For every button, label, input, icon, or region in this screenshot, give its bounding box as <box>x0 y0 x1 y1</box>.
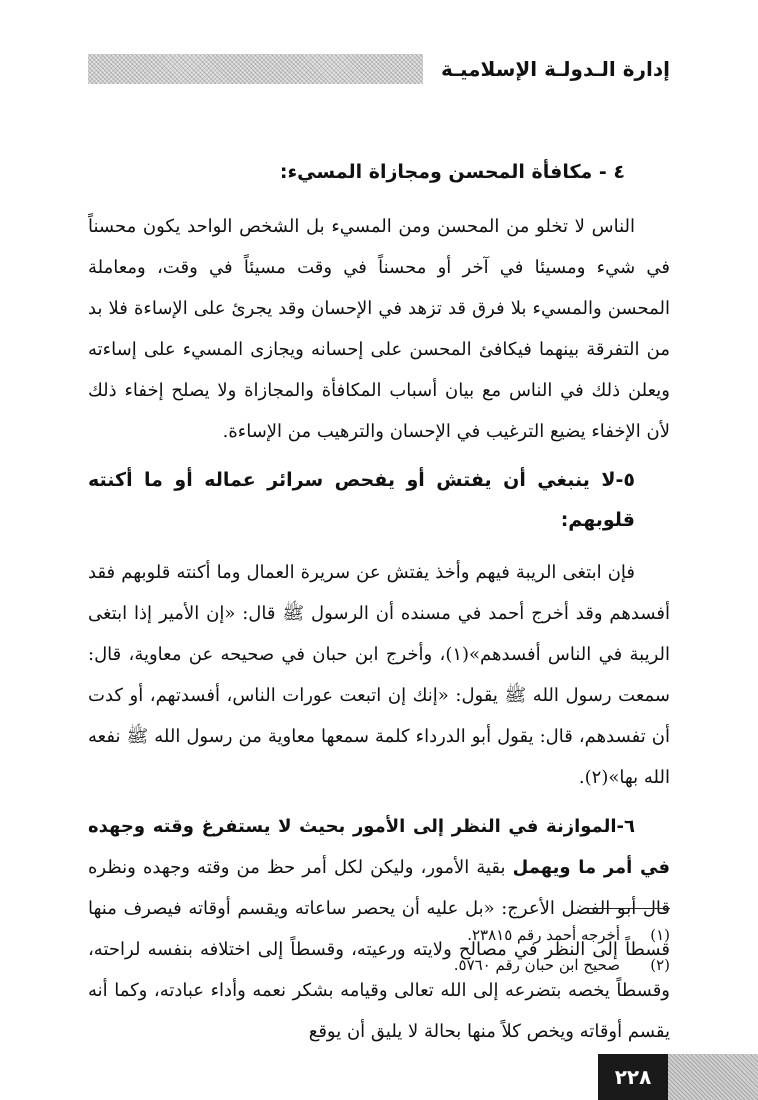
page-number: ٢٢٨ <box>598 1054 668 1100</box>
section-heading-4: ٤ - مكافأة المحسن ومجازاة المسيء: <box>279 161 625 183</box>
footer-decorative-band <box>668 1054 758 1100</box>
section-heading-6: ٦-الموازنة في النظر إلى الأمور بحيث لا يستفرغ وقته وجهده في أمر ما ويهمل <box>88 816 670 878</box>
paragraph-balance-text: بقية الأمور، وليكن لكل أمر حظ من وقته وجهده ونظره قال أبو الفضل الأعرج: «بل عليه أن يحصر ساعاته ويقسم أوقاته فيصرف منها قسطاً إلى النظر في مصالح ولايته ورعيته، وقسطاً إلى اختلافه بنفسه لراحته، وقسطاً يخصه بتضرعه إلى الله تعالى وقيامه بشكر نعمه وأداء عبادته، وكما أنه يقسم أوقاته ويخص كلاً منها بحالة لا يليق أن يوقع <box>88 857 670 1042</box>
footnotes <box>88 920 670 980</box>
header-decorative-band <box>88 54 423 84</box>
footnote-text: أخرجه أحمد رقم ٢٣٨١٥. <box>467 926 620 944</box>
header-title: إدارة الـدولـة الإسلاميـة <box>441 57 670 81</box>
paragraph-reward-and-punishment: الناس لا تخلو من المحسن ومن المسيء بل الشخص الواحد يكون محسناً في شيء ومسيئا في آخر أو محسناً في وقت مسيئاً في وقت، ومعاملة المحسن والمسيء بلا فرق قد تزهد في الإحسان وقد يجرئ على الإساءة فلا بد من التفرقة بينهما فيكافئ المحسن على إحسانه ويجازى المسيء على إساءته ويعلن ذلك في الناس مع بيان أسباب المكافأة والمجازاة ولا يصلح إخفاء ذلك لأن الإخفاء يضيع الترغيب في الإحسان والترهيب من الإساءة. <box>88 216 670 442</box>
page-body <box>88 152 670 1052</box>
footnote-item <box>88 950 670 980</box>
footnote-item <box>88 920 670 950</box>
paragraph-not-inspecting-secrets: فإن ابتغى الريبة فيهم وأخذ يفتش عن سريرة العمال وما أكنته قلوبهم فقد أفسدهم وقد أخرج أحمد في مسنده أن الرسول ﷺ قال: «إن الأمير إذا ابتغى الريبة في الناس أفسدهم»(١)، وأخرج ابن حبان في صحيحه عن معاوية، قال: سمعت رسول الله ﷺ يقول: «إنك إن اتبعت عورات الناس، أفسدتهم، أو كدت أن تفسدهم، قال: يقول أبو الدرداء كلمة سمعها معاوية من رسول الله ﷺ نفعه الله بها»(٢). <box>88 562 670 788</box>
footnote-number: (١) <box>650 926 670 944</box>
running-header <box>88 52 670 86</box>
footnote-text: صحيح ابن حبان رقم ٥٧٦٠. <box>453 956 620 974</box>
footnote-number: (٢) <box>650 956 670 974</box>
section-heading-5: ٥-لا ينبغي أن يفتش أو يفحص سرائر عماله أو ما أكنته قلوبهم: <box>88 469 635 531</box>
footnote-divider <box>588 908 670 909</box>
